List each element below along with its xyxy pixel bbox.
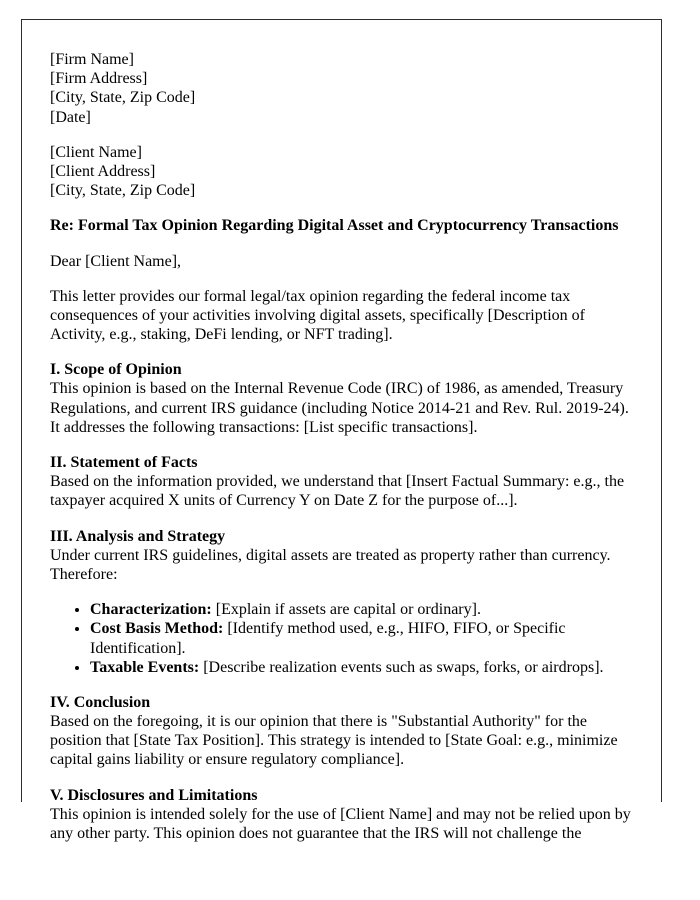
- section-body-analysis: Under current IRS guidelines, digital assets are treated as property rather than currency. Therefore:: [50, 546, 611, 583]
- client-name: [Client Name]: [50, 143, 142, 161]
- bullet-label-cost-basis: Cost Basis Method:: [90, 620, 224, 638]
- analysis-bullet-list: [50, 600, 634, 677]
- section-heading-conclusion: IV. Conclusion: [50, 693, 151, 711]
- section-heading-disclosures: V. Disclosures and Limitations: [50, 786, 258, 804]
- letter-page: [21, 19, 662, 842]
- section-heading-analysis: III. Analysis and Strategy: [50, 527, 226, 545]
- salutation: Dear [Client Name],: [50, 252, 182, 270]
- section-body-conclusion: Based on the foregoing, it is our opinion that there is "Substantial Authority" for the position that [State Tax Position]. This strategy is intended to [State Goal: e.g., minimize capital gains liability or ensure regulatory compliance].: [50, 713, 618, 769]
- bullet-cost-basis-method: [90, 619, 634, 657]
- section-body-facts: Based on the information provided, we understand that [Insert Factual Summary: e.g., the taxpayer acquired X units of Currency Y on Date Z for the purpose of...].: [50, 473, 625, 510]
- bullet-characterization: [90, 600, 634, 619]
- bullet-label-characterization: Characterization:: [90, 601, 212, 619]
- subject-line: Re: Formal Tax Opinion Regarding Digital Asset and Cryptocurrency Transactions: [50, 217, 619, 235]
- client-city-state-zip: [City, State, Zip Code]: [50, 182, 196, 200]
- firm-name: [Firm Name]: [50, 51, 134, 68]
- bullet-label-taxable-events: Taxable Events:: [90, 658, 200, 676]
- section-heading-scope: I. Scope of Opinion: [50, 361, 182, 379]
- section-scope-of-opinion: [50, 360, 634, 437]
- intro-paragraph: This letter provides our formal legal/tax opinion regarding the federal income tax consequences of your activities involving digital assets, specifically [Description of Activity, e.g., staking, DeFi lending, or NFT trading].: [50, 287, 585, 344]
- client-address: [Client Address]: [50, 162, 156, 180]
- section-body-disclosures: This opinion is intended solely for the use of [Client Name] and may not be relied upon by any other party. This opinion does not guarantee that the IRS will not challenge the: [50, 805, 631, 842]
- firm-city-state-zip: [City, State, Zip Code]: [50, 89, 196, 107]
- firm-address-block: [50, 50, 634, 127]
- bullet-text-taxable-events: [Describe realization events such as swaps, forks, or airdrops].: [199, 658, 604, 676]
- letter-date: [Date]: [50, 108, 91, 126]
- client-address-block: [50, 143, 634, 201]
- firm-address: [Firm Address]: [50, 70, 148, 88]
- section-disclosures-limitations: [50, 786, 634, 844]
- section-conclusion: [50, 693, 634, 770]
- bullet-taxable-events: [90, 658, 634, 677]
- section-body-scope: This opinion is based on the Internal Revenue Code (IRC) of 1986, as amended, Treasury Regulations, and current IRS guidance (including Notice 2014-21 and Rev. Rul. 2019-24). It addresses the following transactions: [List specific transactions].: [50, 380, 629, 436]
- section-heading-facts: II. Statement of Facts: [50, 454, 198, 471]
- section-statement-of-facts: [50, 453, 634, 511]
- section-analysis-strategy: [50, 527, 634, 585]
- bullet-text-cost-basis: [Identify method used, e.g., HIFO, FIFO, or Specific Identification].: [90, 620, 566, 657]
- bullet-text-characterization: [Explain if assets are capital or ordinary].: [211, 601, 481, 619]
